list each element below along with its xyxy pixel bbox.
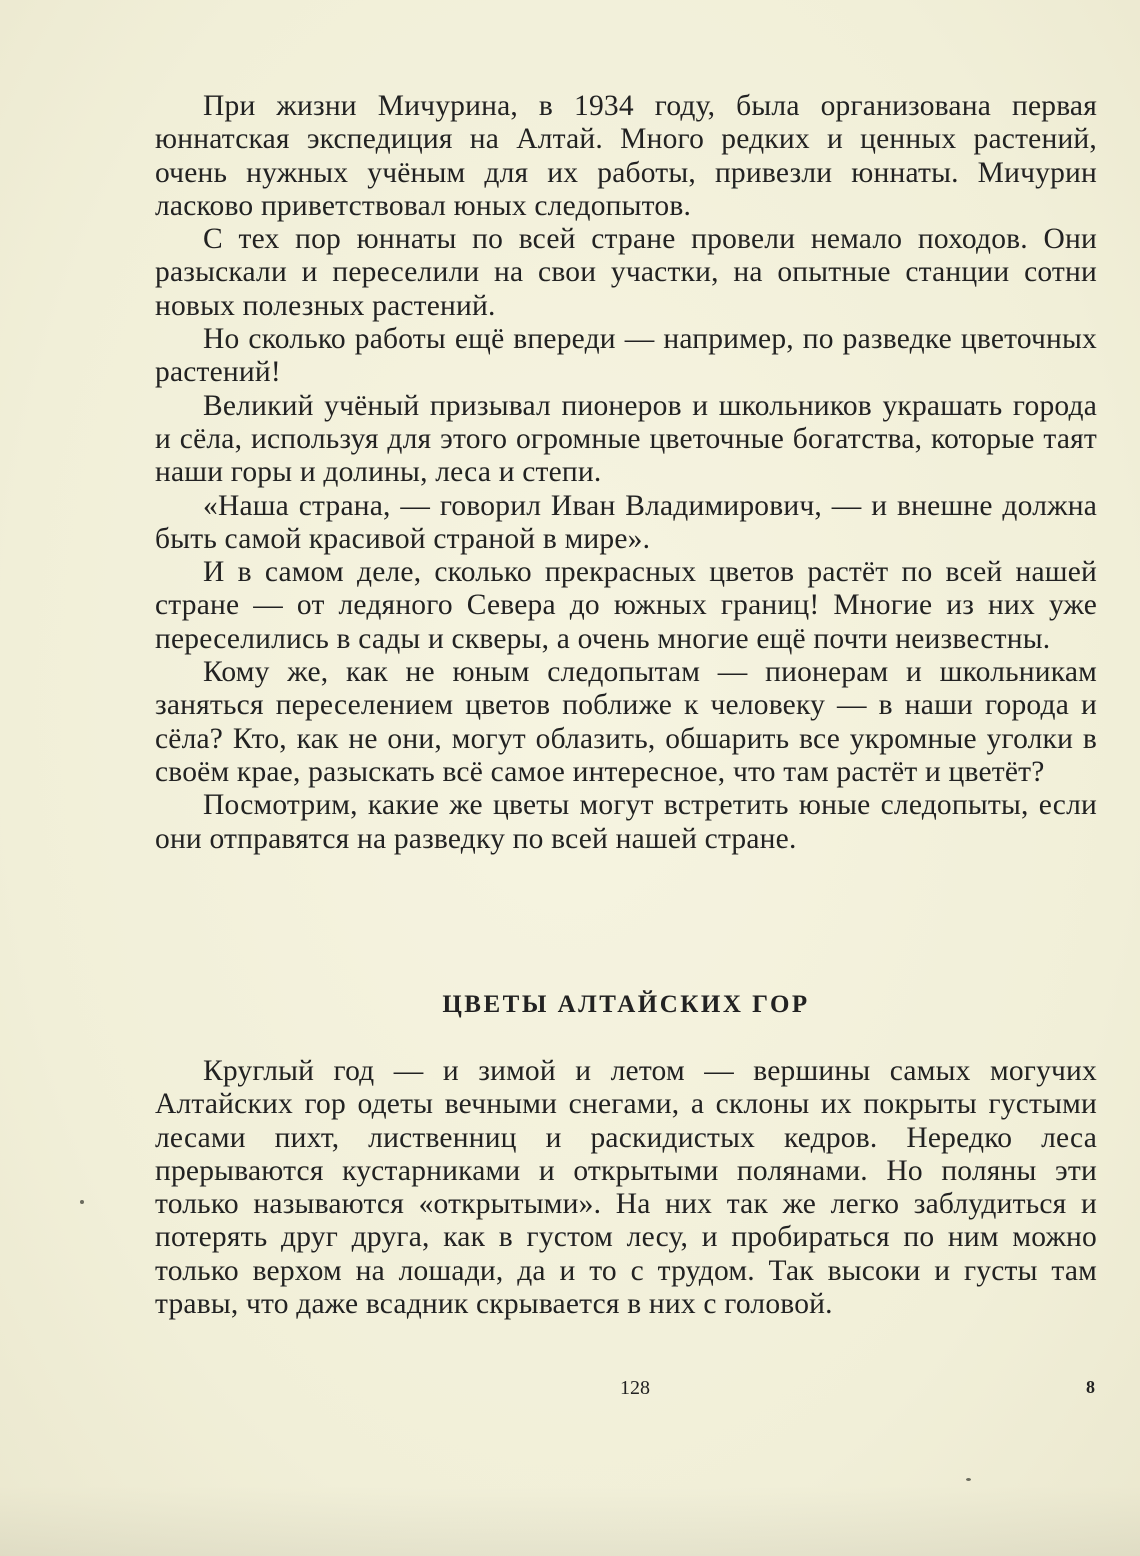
page-edge-shadow	[0, 1486, 1140, 1556]
print-speck	[80, 1200, 84, 1204]
paragraph: «Наша страна, — говорил Иван Владимирович, — и внешне должна быть самой красивой страной в мире».	[155, 489, 1097, 555]
print-speck	[966, 1478, 971, 1481]
section-heading: ЦВЕТЫ АЛТАЙСКИХ ГОР	[442, 991, 810, 1018]
signature-mark: 8	[1086, 1377, 1095, 1397]
text-section-top	[155, 90, 1097, 856]
paragraph: Посмотрим, какие же цветы могут встретить юные следопыты, если они отправятся на разведку по всей нашей стране.	[155, 789, 1097, 855]
paragraph: И в самом деле, сколько прекрасных цветов растёт по всей нашей стране — от ледяного Севера до южных границ! Многие из них уже переселились в сады и скверы, а очень многие ещё почти неизвестны.	[155, 556, 1097, 655]
paragraph: Круглый год — и зимой и летом — вершины самых могучих Алтайских гор одеты вечными снегами, а склоны их покрыты густыми лесами пихт, лиственниц и раскидистых кедров. Нередко леса прерываются кустарниками и открытыми полянами. Но поляны эти только называются «открытыми». На них так же легко заблудиться и потерять друг друга, как в густом лесу, и пробираться по ним можно только верхом на лошади, да и то с трудом. Так высоки и густы там травы, что даже всадник скрывается в них с головой.	[155, 1055, 1097, 1321]
paragraph: Но сколько работы ещё впереди — например, по разведке цветочных растений!	[155, 323, 1097, 389]
page-number: 128	[620, 1377, 650, 1399]
paragraph: Великий учёный призывал пионеров и школьников украшать города и сёла, используя для этого огромные цветочные богатства, которые таят наши горы и долины, леса и степи.	[155, 389, 1097, 489]
text-section-bottom	[155, 1055, 1097, 1321]
paragraph: С тех пор юннаты по всей стране провели немало походов. Они разыскали и переселили на свои участки, на опытные станции сотни новых полезных растений.	[155, 223, 1097, 322]
paragraph: При жизни Мичурина, в 1934 году, была организована первая юннатская экспедиция на Алтай. Много редких и ценных растений, очень нужных учёным для их работы, привезли юннаты. Мичурин ласково приветствовал юных следопытов.	[155, 90, 1097, 222]
paragraph: Кому же, как не юным следопытам — пионерам и школьникам заняться переселением цветов поближе к человеку — в наши города и сёла? Кто, как не они, могут облазить, обшарить все укромные уголки в своём крае, разыскать всё самое интересное, что там растёт и цветёт?	[155, 656, 1097, 788]
